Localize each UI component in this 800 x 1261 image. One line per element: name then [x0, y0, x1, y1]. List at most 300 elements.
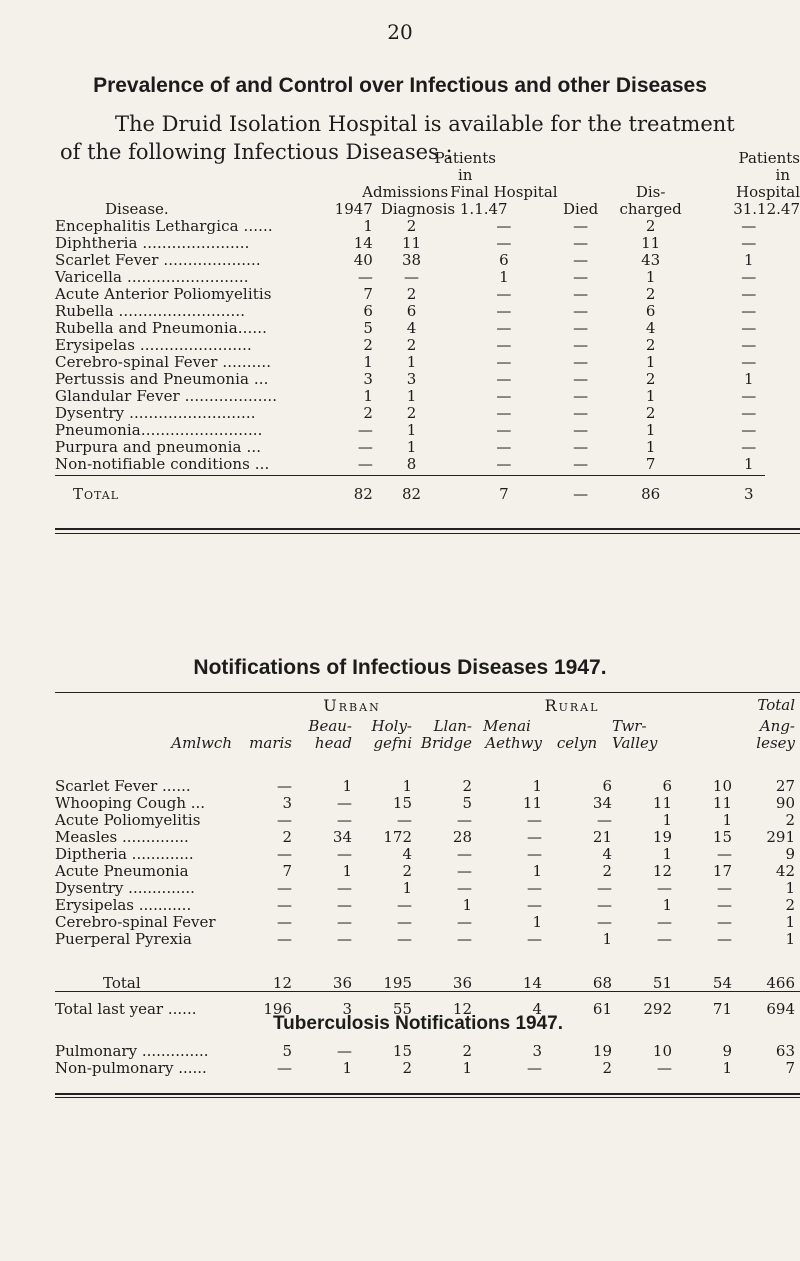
cell-adm: 2	[363, 404, 373, 422]
disease-name: Cerebro-spinal Fever ..........	[55, 353, 272, 371]
cell-value: 1	[722, 811, 732, 829]
sub-beau: Beau-	[308, 717, 352, 735]
cell-value: 2	[282, 828, 292, 846]
cell-value: —	[657, 913, 672, 931]
spacer-row	[55, 948, 795, 970]
cell-value: 1	[342, 862, 352, 880]
table-row	[55, 829, 795, 846]
cell-rem: —	[741, 336, 757, 354]
col-aethwy: Aethwy	[485, 734, 542, 752]
cell-value: —	[277, 913, 292, 931]
cell-pih: —	[496, 285, 512, 303]
notifications-bottom-rule	[55, 991, 800, 992]
cell-value: 195	[383, 973, 412, 992]
page-number: 20	[387, 20, 413, 44]
total-adm: 82	[353, 485, 373, 503]
cell-rem: —	[741, 353, 757, 371]
header-year: 1947	[334, 200, 373, 218]
cell-value: —	[527, 930, 542, 948]
cell-value: —	[457, 930, 472, 948]
cell-final: 2	[406, 404, 417, 422]
cell-value: —	[457, 811, 472, 829]
cell-value: —	[657, 930, 672, 948]
cell-value: 12	[272, 973, 292, 992]
cell-value: 3	[282, 794, 292, 812]
cell-rem: 1	[744, 370, 754, 388]
cell-value: —	[527, 1059, 542, 1077]
header-died: Died	[562, 200, 599, 218]
cell-value: —	[527, 845, 542, 863]
cell-value: 10	[652, 1042, 672, 1060]
disease-name: Scarlet Fever ....................	[55, 251, 261, 269]
disease-name: Rubella and Pneumonia......	[55, 319, 267, 337]
cell-pih: —	[496, 353, 512, 371]
cell-value: 15	[392, 1042, 412, 1060]
hospital-bottom-rule-2	[55, 533, 800, 534]
disease-name: Glandular Fever ...................	[55, 387, 278, 405]
cell-value: 2	[462, 777, 472, 795]
row-label: Total last year ......	[55, 999, 197, 1018]
cell-pih: 6	[499, 251, 509, 269]
cell-value: 1	[785, 913, 795, 931]
cell-rem: —	[741, 387, 757, 405]
cell-disch: 7	[645, 455, 656, 473]
cell-value: —	[527, 811, 542, 829]
disease-name: Acute Anterior Poliomyelitis	[55, 285, 272, 303]
cell-value: —	[337, 845, 352, 863]
cell-value: —	[657, 879, 672, 897]
cell-value: 6	[602, 777, 612, 795]
cell-disch: 2	[645, 217, 656, 235]
table-row	[55, 778, 795, 795]
cell-final: 2	[406, 217, 417, 235]
cell-value: 12	[652, 862, 672, 880]
hospital-table	[55, 150, 800, 503]
row-label: Pulmonary ..............	[55, 1042, 209, 1060]
cell-final: 6	[406, 302, 417, 320]
cell-rem: —	[741, 319, 757, 337]
cell-value: 34	[592, 794, 612, 812]
cell-pih: —	[496, 455, 512, 473]
cell-final: 38	[401, 251, 422, 269]
table-row	[55, 252, 800, 269]
total-row	[55, 970, 795, 996]
col-maris: maris	[249, 734, 292, 752]
cell-adm: —	[357, 268, 373, 286]
cell-rem: —	[741, 234, 757, 252]
cell-value: —	[397, 811, 412, 829]
header-diagnosis: Diagnosis 1.1.47	[380, 200, 508, 218]
cell-value: 1	[722, 1059, 732, 1077]
cell-final: 1	[406, 353, 417, 371]
group-rural: Rural	[544, 695, 600, 715]
cell-value: —	[597, 811, 612, 829]
cell-adm: 1	[363, 217, 373, 235]
table-row	[55, 897, 795, 914]
table-row	[55, 405, 800, 422]
cell-value: —	[717, 845, 732, 863]
table-row	[55, 337, 800, 354]
cell-adm: 14	[353, 234, 373, 252]
table-row	[55, 218, 800, 235]
cell-value: —	[337, 794, 352, 812]
table-row	[55, 303, 800, 320]
cell-value: 2	[462, 1042, 472, 1060]
cell-value: 2	[602, 862, 612, 880]
cell-pih: —	[496, 370, 512, 388]
cell-disch: 43	[641, 251, 661, 269]
tb-bottom-rule-2	[55, 1097, 800, 1098]
table-row	[55, 320, 800, 337]
table-row	[55, 439, 800, 456]
header-date: 31.12.47	[733, 200, 800, 218]
table-row	[55, 371, 800, 388]
cell-died: —	[573, 455, 589, 473]
sub-llan: Llan-	[433, 717, 472, 735]
header-final-hospital: Final Hospital	[450, 183, 558, 201]
cell-value: —	[397, 930, 412, 948]
cell-value: 5	[462, 794, 472, 812]
cell-value: 3	[342, 999, 352, 1018]
intro-line-2: of the following Infectious Diseases :	[60, 140, 453, 164]
row-label: Acute Pneumonia	[55, 862, 189, 880]
disease-name: Pneumonia.........................	[55, 421, 263, 439]
cell-value: 15	[712, 828, 732, 846]
table-row	[55, 1043, 795, 1060]
cell-value: 7	[282, 862, 292, 880]
cell-pih: —	[496, 336, 512, 354]
cell-died: —	[573, 251, 589, 269]
table-row	[55, 235, 800, 252]
col-total-top: Total	[757, 695, 795, 714]
cell-pih: —	[496, 421, 512, 439]
col-head: head	[314, 734, 352, 752]
header-dis: Dis-	[635, 183, 666, 201]
cell-value: 1	[602, 930, 612, 948]
cell-disch: 2	[645, 370, 656, 388]
cell-value: 19	[652, 828, 672, 846]
cell-value: —	[597, 913, 612, 931]
cell-value: 54	[712, 973, 732, 992]
cell-final: —	[404, 268, 420, 286]
row-label: Measles ..............	[55, 828, 189, 846]
cell-value: 51	[652, 973, 672, 992]
cell-value: 1	[342, 1059, 352, 1077]
total-final: 82	[401, 485, 422, 503]
cell-value: —	[457, 913, 472, 931]
cell-died: —	[573, 217, 589, 235]
cell-value: —	[397, 896, 412, 914]
cell-value: —	[527, 879, 542, 897]
cell-value: 55	[392, 999, 412, 1018]
cell-value: —	[277, 896, 292, 914]
cell-final: 8	[406, 455, 417, 473]
table-row	[55, 812, 795, 829]
cell-value: 61	[592, 999, 612, 1018]
cell-pih: 1	[499, 268, 509, 286]
cell-value: 2	[402, 862, 412, 880]
cell-value: —	[337, 1042, 352, 1060]
disease-name: Pertussis and Pneumonia ...	[55, 370, 269, 388]
cell-value: 4	[602, 845, 612, 863]
cell-value: 7	[785, 1059, 795, 1077]
cell-value: 3	[532, 1042, 542, 1060]
cell-value: —	[717, 930, 732, 948]
cell-died: —	[573, 387, 589, 405]
cell-died: —	[573, 285, 589, 303]
header-patients-out-mid: in	[775, 166, 790, 184]
cell-value: 28	[452, 828, 472, 846]
cell-value: —	[457, 845, 472, 863]
table-row	[55, 286, 800, 303]
cell-value: —	[277, 879, 292, 897]
col-amlwch: Amlwch	[171, 734, 232, 752]
header-disease: Disease.	[105, 200, 169, 218]
cell-value: 196	[263, 999, 292, 1018]
row-label: Cerebro-spinal Fever	[55, 913, 216, 931]
cell-died: —	[573, 336, 589, 354]
cell-value: 9	[722, 1042, 732, 1060]
sub-menai: Menai	[483, 717, 531, 735]
cell-died: —	[573, 438, 589, 456]
disease-name: Rubella ..........................	[55, 302, 246, 320]
tb-table	[55, 1043, 795, 1077]
cell-value: —	[717, 913, 732, 931]
cell-value: 15	[392, 794, 412, 812]
notifications-heading: Notifications of Infectious Diseases 1947.	[193, 656, 607, 679]
cell-value: 1	[532, 777, 542, 795]
cell-value: 1	[785, 930, 795, 948]
cell-rem: —	[741, 217, 757, 235]
cell-disch: 2	[645, 285, 656, 303]
cell-adm: 2	[363, 336, 373, 354]
cell-value: 21	[592, 828, 612, 846]
cell-value: 10	[712, 777, 732, 795]
row-label: Acute Poliomyelitis	[55, 811, 201, 829]
col-bridge: Bridge	[420, 734, 472, 752]
cell-final: 1	[406, 421, 417, 439]
cell-adm: 40	[353, 251, 373, 269]
header-charged: charged	[619, 200, 682, 218]
cell-value: 2	[785, 811, 795, 829]
cell-adm: 7	[363, 285, 373, 303]
cell-died: —	[573, 234, 589, 252]
cell-value: 11	[712, 794, 732, 812]
cell-disch: 1	[645, 353, 656, 371]
cell-value: —	[337, 811, 352, 829]
cell-value: 694	[766, 999, 795, 1018]
cell-rem: —	[741, 268, 757, 286]
cell-value: —	[457, 862, 472, 880]
table-row	[55, 456, 800, 473]
row-label: Whooping Cough ...	[55, 794, 206, 812]
table-row	[55, 863, 795, 880]
cell-value: 1	[662, 845, 672, 863]
table-row	[55, 422, 800, 439]
disease-name: Purpura and pneumonia ...	[55, 438, 262, 456]
header-patients-in-mid: in	[457, 166, 473, 184]
cell-disch: 2	[645, 336, 656, 354]
total-row	[55, 473, 800, 503]
cell-value: 90	[775, 794, 795, 812]
cell-value: —	[717, 896, 732, 914]
cell-disch: 1	[645, 268, 656, 286]
total-rem: 3	[744, 485, 754, 503]
cell-pih: —	[496, 319, 512, 337]
cell-value: —	[597, 896, 612, 914]
group-urban: Urban	[323, 695, 381, 715]
cell-final: 1	[406, 387, 417, 405]
cell-rem: 1	[744, 251, 754, 269]
cell-value: —	[337, 879, 352, 897]
col-total-bot: lesey	[756, 734, 795, 752]
cell-value: 2	[785, 896, 795, 914]
cell-adm: 6	[363, 302, 373, 320]
cell-adm: 5	[363, 319, 373, 337]
cell-disch: 1	[645, 387, 656, 405]
hospital-total-rule	[55, 475, 765, 476]
cell-died: —	[573, 353, 589, 371]
cell-value: 14	[522, 973, 542, 992]
cell-value: —	[717, 879, 732, 897]
col-celyn: celyn	[556, 734, 598, 752]
cell-value: 11	[522, 794, 542, 812]
cell-value: —	[277, 811, 292, 829]
row-label: Dysentry ..............	[55, 879, 195, 897]
row-label: Scarlet Fever ......	[55, 777, 191, 795]
cell-value: 2	[602, 1059, 612, 1077]
cell-final: 2	[406, 336, 417, 354]
cell-value: —	[277, 930, 292, 948]
total-pih: 7	[499, 485, 509, 503]
table-row	[55, 846, 795, 863]
cell-value: 291	[766, 828, 795, 846]
cell-final: 11	[401, 234, 422, 252]
cell-value: 6	[662, 777, 672, 795]
cell-value: 4	[402, 845, 412, 863]
cell-adm: 1	[363, 387, 373, 405]
cell-died: —	[573, 319, 589, 337]
total-disch: 86	[641, 485, 661, 503]
cell-value: 19	[592, 1042, 612, 1060]
cell-pih: —	[496, 438, 512, 456]
cell-pih: —	[496, 302, 512, 320]
cell-final: 3	[406, 370, 417, 388]
cell-rem: 1	[744, 455, 754, 473]
cell-died: —	[573, 268, 589, 286]
cell-value: 1	[662, 896, 672, 914]
table-row	[55, 795, 795, 812]
header-patients-out-top: Patients	[738, 149, 800, 167]
cell-value: —	[657, 1059, 672, 1077]
cell-value: —	[277, 777, 292, 795]
total-label: Total	[73, 485, 120, 503]
table-row	[55, 354, 800, 371]
cell-value: 2	[402, 1059, 412, 1077]
disease-name: Varicella .........................	[55, 268, 249, 286]
row-label: Diptheria .............	[55, 845, 194, 863]
table-row	[55, 880, 795, 897]
cell-value: —	[277, 845, 292, 863]
cell-value: 292	[643, 999, 672, 1018]
cell-value: 42	[775, 862, 795, 880]
cell-value: 71	[712, 999, 732, 1018]
cell-value: 4	[532, 999, 542, 1018]
cell-value: —	[277, 1059, 292, 1077]
cell-value: 1	[785, 879, 795, 897]
cell-adm: —	[357, 455, 373, 473]
header-hospital: Hospital	[736, 183, 800, 201]
cell-value: 36	[332, 973, 352, 992]
cell-value: 27	[775, 777, 795, 795]
header-admissions: Admissions	[362, 183, 449, 201]
cell-value: —	[337, 896, 352, 914]
cell-value: —	[337, 930, 352, 948]
sub-twr: Twr-	[612, 717, 647, 735]
cell-value: —	[457, 879, 472, 897]
table-row	[55, 269, 800, 286]
page-heading: Prevalence of and Control over Infectious and other Diseases	[93, 74, 707, 97]
cell-value: —	[397, 913, 412, 931]
intro-line-1: The Druid Isolation Hospital is available for the treatment	[115, 112, 735, 136]
cell-disch: 2	[645, 404, 656, 422]
cell-value: —	[597, 879, 612, 897]
cell-adm: 1	[363, 353, 373, 371]
cell-died: —	[573, 370, 589, 388]
cell-value: 1	[402, 777, 412, 795]
cell-adm: —	[357, 421, 373, 439]
table-row	[55, 914, 795, 931]
cell-died: —	[573, 302, 589, 320]
table-row	[55, 931, 795, 948]
cell-value: 172	[383, 828, 412, 846]
cell-value: 63	[775, 1042, 795, 1060]
cell-value: 1	[462, 1059, 472, 1077]
row-label: Total	[103, 973, 141, 992]
cell-value: 1	[342, 777, 352, 795]
cell-died: —	[573, 404, 589, 422]
disease-name: Erysipelas .......................	[55, 336, 252, 354]
table-row	[55, 388, 800, 405]
disease-name: Diphtheria ......................	[55, 234, 250, 252]
cell-disch: 1	[645, 421, 656, 439]
cell-value: 34	[332, 828, 352, 846]
cell-adm: —	[357, 438, 373, 456]
cell-value: 1	[462, 896, 472, 914]
cell-value: 1	[662, 811, 672, 829]
cell-value: —	[527, 828, 542, 846]
cell-final: 1	[406, 438, 417, 456]
cell-rem: —	[741, 404, 757, 422]
disease-name: Encephalitis Lethargica ......	[55, 217, 273, 235]
cell-value: 1	[532, 862, 542, 880]
cell-value: —	[527, 896, 542, 914]
cell-pih: —	[496, 217, 512, 235]
cell-rem: —	[741, 438, 757, 456]
col-valley: Valley	[612, 734, 658, 752]
row-label: Non-pulmonary ......	[55, 1059, 207, 1077]
cell-rem: —	[741, 302, 757, 320]
cell-value: 1	[532, 913, 542, 931]
cell-disch: 1	[645, 438, 656, 456]
row-label: Puerperal Pyrexia	[55, 930, 192, 948]
hospital-bottom-rule	[55, 528, 800, 530]
cell-value: 12	[452, 999, 472, 1018]
cell-disch: 4	[645, 319, 656, 337]
cell-disch: 11	[641, 234, 661, 252]
sub-holy: Holy-	[371, 717, 412, 735]
cell-value: 466	[766, 973, 795, 992]
